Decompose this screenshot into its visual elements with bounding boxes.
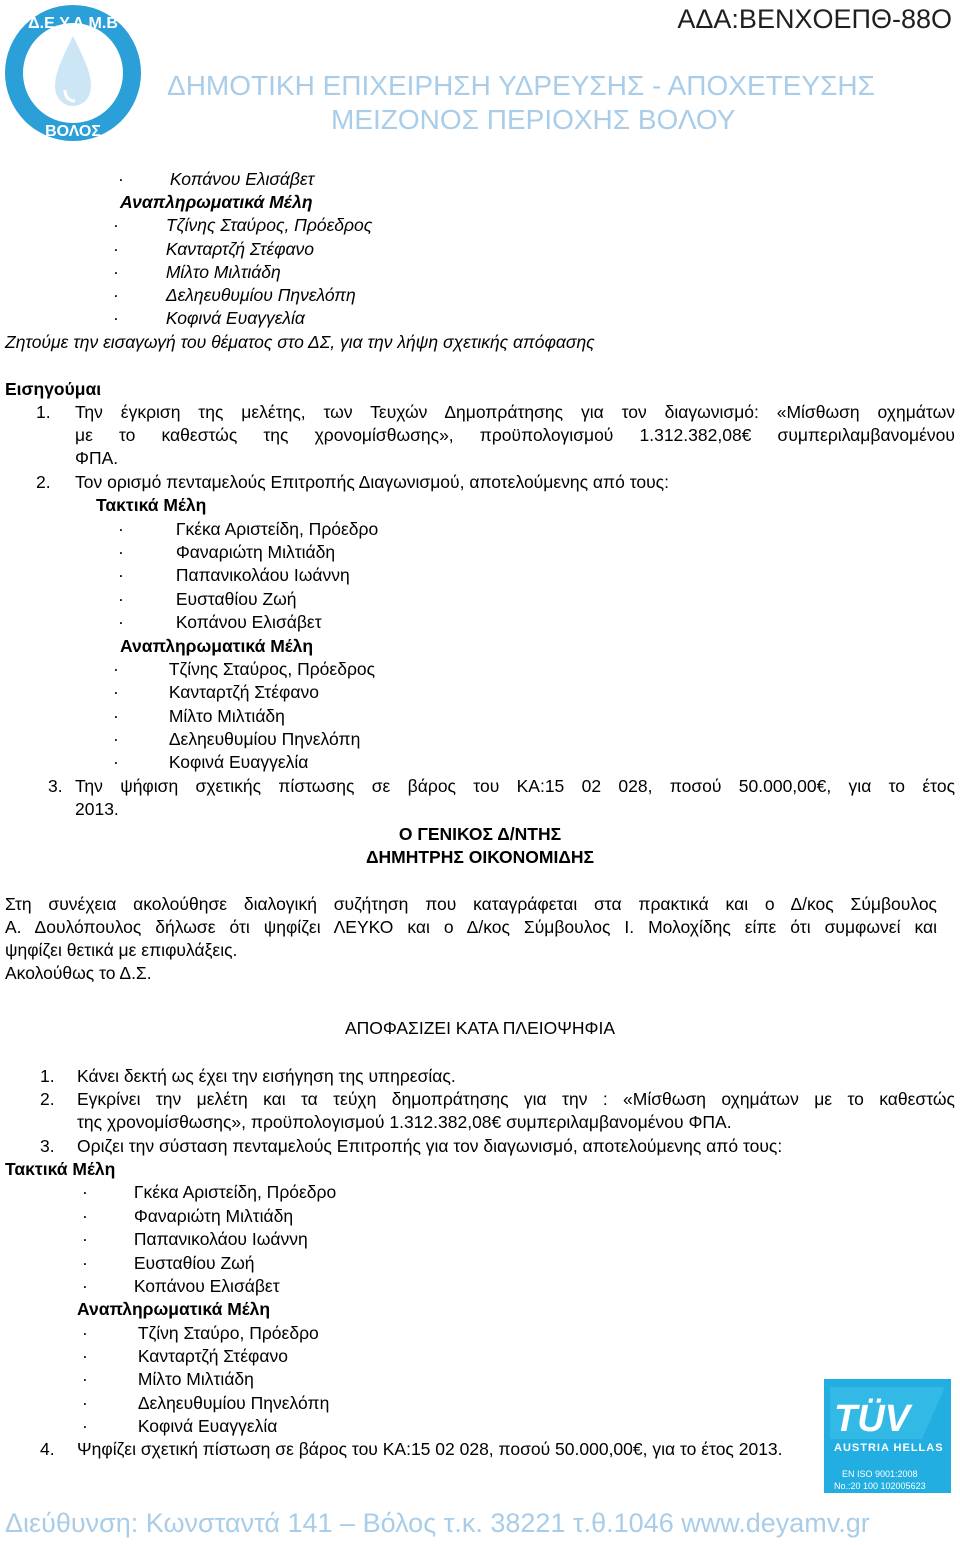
list-item: · Κανταρτζή Στέφανο <box>113 239 314 259</box>
proposal-item-2: Τον ορισμό πενταμελούς Επιτροπής Διαγωνισμού, αποτελούμενης από τους: <box>75 472 669 492</box>
tuv-brand: TÜV <box>834 1398 910 1440</box>
section-title: Αναπληρωματικά Μέλη <box>77 1299 271 1319</box>
list-item: · Κανταρτζή Στέφανο <box>82 1346 288 1366</box>
list-item: · Μίλτο Μιλτιάδη <box>113 262 281 282</box>
list-item: · Μίλτο Μιλτιάδη <box>82 1369 254 1389</box>
tuv-logo-icon <box>824 1379 951 1493</box>
item-number: 3. <box>40 1136 55 1156</box>
proposal-heading: Εισηγούμαι <box>5 379 102 399</box>
proposal-item-1: Την έγκριση της μελέτης, των Τευχών Δημοπράτησης για τον διαγωνισμό: «Μίσθωση οχημάτων με το καθεστώς της χρονομίσθωσης», προϋπολογισμού 1.312.382,08€ συμπεριλαμβανομένου ΦΠΑ. <box>75 402 955 468</box>
tuv-sub: AUSTRIA HELLAS <box>834 1442 944 1454</box>
list-item: · Ευσταθίου Ζωή <box>82 1253 255 1273</box>
request-text: Ζητούμε την εισαγωγή του θέματος στο ΔΣ, για την λήψη σχετικής απόφασης <box>5 332 595 352</box>
item-number: 2. <box>40 1089 55 1109</box>
tuv-number: No.:20 100 102005623 <box>834 1481 926 1491</box>
list-item: · Παπανικολάου Ιωάννη <box>82 1229 308 1249</box>
list-item: · Κοπάνου Ελισάβετ <box>118 169 315 189</box>
logo-text-top: Δ.Ε.Υ.Α.Μ.Β <box>28 15 118 32</box>
footer-address: Διεύθυνση: Κωνσταντά 141 – Βόλος τ.κ. 38221 τ.θ.1046 www.deyamv.gr <box>5 1508 870 1538</box>
decision-item-3: Οριζει την σύσταση πενταμελούς Επιτροπής για τον διαγωνισμό, αποτελούμενης από τους: <box>77 1136 783 1156</box>
org-name-line2: ΜΕΙΖΟΝΟΣ ΠΕΡΙΟΧΗΣ ΒΟΛΟΥ <box>331 104 736 135</box>
list-item: · Γκέκα Αριστείδη, Πρόεδρο <box>82 1182 337 1202</box>
ada-code: ΑΔΑ:ΒΕΝΧΟΕΠΘ-88Ο <box>677 4 952 34</box>
list-item: · Φαναριώτη Μιλτιάδη <box>82 1206 294 1226</box>
section-title: Αναπληρωματικά Μέλη <box>120 636 314 656</box>
decision-heading: ΑΠΟΦΑΣΙΖΕΙ ΚΑΤΑ ΠΛΕΙΟΨΗΦΙΑ <box>344 1018 616 1038</box>
decision-item-1: Κάνει δεκτή ως έχει την εισήγηση της υπηρεσίας. <box>77 1066 456 1086</box>
list-item: · Παπανικολάου Ιωάννη <box>118 565 350 585</box>
section-title: Τακτικά Μέλη <box>5 1159 116 1179</box>
list-item: · Κοπάνου Ελισάβετ <box>118 612 322 632</box>
list-item: · Ευσταθίου Ζωή <box>118 589 297 609</box>
section-title: Τακτικά Μέλη <box>96 495 207 515</box>
section-title: Αναπληρωματικά Μέλη <box>120 192 313 212</box>
list-item: · Φαναριώτη Μιλτιάδη <box>118 542 336 562</box>
list-item: · Τζίνης Σταύρος, Πρόεδρος <box>113 659 376 679</box>
org-name-line1: ΔΗΜΟΤΙΚΗ ΕΠΙΧΕΙΡΗΣΗ ΥΔΡΕΥΣΗΣ - ΑΠΟΧΕΤΕΥΣΗΣ <box>167 70 875 101</box>
list-item: · Κοφινά Ευαγγελία <box>113 308 305 328</box>
list-item: · Μίλτο Μιλτιάδη <box>113 706 285 726</box>
item-number: 2. <box>36 472 51 492</box>
list-item: · Γκέκα Αριστείδη, Πρόεδρο <box>118 519 379 539</box>
item-number: 3. <box>48 776 63 796</box>
list-item: · Δεληευθυμίου Πηνελόπη <box>82 1393 330 1413</box>
list-item: · Κοφινά Ευαγγελία <box>82 1416 278 1436</box>
list-item: · Τζίνης Σταύρος, Πρόεδρος <box>113 215 373 235</box>
list-item: · Κοπάνου Ελισάβετ <box>82 1276 280 1296</box>
list-item: · Δεληευθυμίου Πηνελόπη <box>113 729 361 749</box>
item-number: 1. <box>40 1066 55 1086</box>
list-item: · Τζίνη Σταύρο, Πρόεδρο <box>82 1323 319 1343</box>
list-item: · Κανταρτζή Στέφανο <box>113 682 319 702</box>
tuv-cert: EN ISO 9001:2008 <box>842 1469 918 1479</box>
decision-item-4: Ψηφίζει σχετική πίστωση σε βάρος του ΚΑ:15 02 028, ποσού 50.000,00€, για το έτος 2013. <box>77 1439 783 1459</box>
tuv-certification-badge <box>824 1379 951 1493</box>
logo-text-bottom: ΒΟΛΟΣ <box>45 123 101 140</box>
list-item: · Δεληευθυμίου Πηνελόπη <box>113 285 356 305</box>
deyamv-logo <box>3 2 143 144</box>
item-number: 4. <box>40 1439 55 1459</box>
decision-item-2: Εγκρίνει την μελέτη και τα τεύχη δημοπράτησης για την : «Μίσθωση οχημάτων με το καθεστώς της χρονομίσθωσης», προϋπολογισμού 1.312.382,08€ συμπεριλαμβανομένου ΦΠΑ. <box>77 1089 955 1132</box>
signer-title: Ο ΓΕΝΙΚΟΣ Δ/ΝΤΗΣ <box>398 824 562 844</box>
proposal-item-3: Την ψήφιση σχετικής πίστωσης σε βάρος του ΚΑ:15 02 028, ποσού 50.000,00€, για το έτος 2013. <box>75 776 955 819</box>
item-number: 1. <box>36 402 51 422</box>
discussion-paragraph: Στη συνέχεια ακολούθησε διαλογική συζήτηση που καταγράφεται στα πρακτικά και ο Δ/κος Σύμβουλος Α. Δουλόπουλος δήλωσε ότι ψηφίζει ΛΕΥΚΟ και ο Δ/κος Σύμβουλος Ι. Μολοχίδης είπε ότι συμφωνεί και ψηφίζει θετικά με επιφυλάξεις. Ακολούθως το Δ.Σ. <box>5 894 937 983</box>
list-item: · Κοφινά Ευαγγελία <box>113 752 309 772</box>
signer-name: ΔΗΜΗΤΡΗΣ ΟΙΚΟΝΟΜΙΔΗΣ <box>365 847 595 867</box>
